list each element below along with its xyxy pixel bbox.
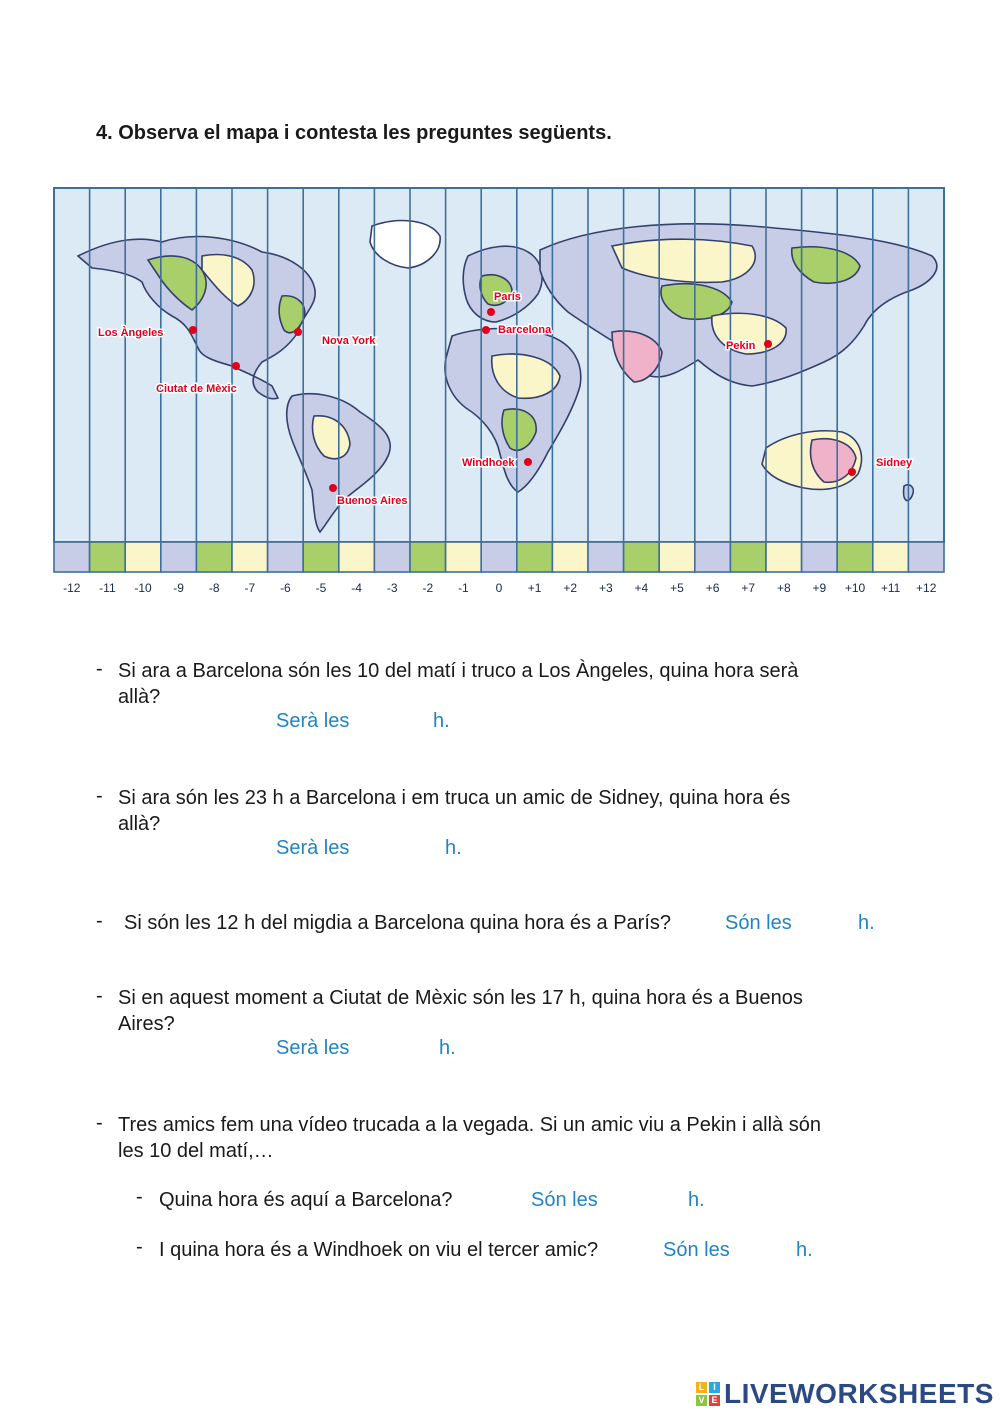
zone-label: -2	[422, 581, 434, 595]
logo-icon	[696, 1382, 720, 1406]
bullet-dash: -	[96, 910, 103, 932]
zone-band-cell	[873, 542, 909, 572]
question-5-text: Tres amics fem una vídeo trucada a la vegada. Si un amic viu a Pekin i allà són	[118, 1114, 821, 1136]
city-dot	[189, 326, 197, 334]
exercise-heading: 4. Observa el mapa i contesta les preguntes següents.	[96, 122, 612, 144]
answer-4-input[interactable]	[360, 1035, 438, 1061]
zone-label: +7	[741, 581, 756, 595]
question-1	[118, 658, 798, 710]
bullet-dash: -	[96, 1112, 103, 1134]
answer-3-prefix: Són les	[725, 912, 792, 934]
timezone-labels	[63, 581, 937, 595]
city-label: Nova York	[322, 335, 376, 347]
liveworksheets-logo[interactable]	[696, 1378, 994, 1410]
city-dot	[487, 308, 495, 316]
city-label: Buenos Aires	[337, 495, 408, 507]
zone-label: +10	[844, 581, 866, 595]
zone-label: +9	[812, 581, 827, 595]
zone-label: +5	[670, 581, 684, 595]
zone-label: -7	[244, 581, 256, 595]
city-label: Pekin	[726, 340, 756, 352]
zone-band-cell	[552, 542, 588, 572]
zone-label: -4	[351, 581, 362, 595]
zone-label: +3	[598, 581, 613, 595]
question-2-text-cont: allà?	[118, 813, 161, 835]
city-label: Barcelona	[498, 324, 552, 336]
answer-4-prefix: Serà les	[276, 1037, 350, 1059]
zone-label: +4	[634, 581, 649, 595]
city-dot	[524, 458, 532, 466]
zone-band-cell	[374, 542, 410, 572]
zone-label: -9	[173, 581, 184, 595]
zone-label: -11	[99, 581, 116, 595]
zone-band-cell	[232, 542, 268, 572]
zone-label: +6	[705, 581, 720, 595]
answer-1-suffix: h.	[433, 710, 450, 732]
subanswer-1-input[interactable]	[608, 1187, 688, 1213]
zone-band-cell	[268, 542, 304, 572]
logo-letter: L	[696, 1382, 707, 1393]
zone-label: -6	[280, 581, 291, 595]
zone-band-cell	[802, 542, 838, 572]
city-label: Ciutat de Mèxic	[156, 383, 237, 395]
answer-4-suffix: h.	[439, 1037, 456, 1059]
zone-band-cell	[481, 542, 517, 572]
city-dot	[329, 484, 337, 492]
zone-label: -5	[315, 581, 327, 595]
question-5-text-cont: les 10 del matí,…	[118, 1140, 274, 1162]
zone-band-cell	[54, 542, 90, 572]
answer-2-prefix: Serà les	[276, 837, 350, 859]
subanswer-2-suffix: h.	[796, 1239, 813, 1261]
zone-band-cell	[90, 542, 126, 572]
zone-band-cell	[303, 542, 339, 572]
subquestion-2-text: I quina hora és a Windhoek on viu el tercer amic?	[159, 1239, 599, 1261]
zone-label: +2	[563, 581, 578, 595]
zone-band-cell	[695, 542, 731, 572]
subanswer-2-prefix: Són les	[663, 1239, 730, 1261]
zone-label: +11	[880, 581, 901, 595]
zone-label: -8	[208, 581, 220, 595]
zone-label: +1	[527, 581, 542, 595]
answer-1-input[interactable]	[360, 708, 432, 734]
zone-band-cell	[588, 542, 624, 572]
bullet-dash: -	[136, 1236, 143, 1258]
zone-band-cell	[196, 542, 232, 572]
bullet-dash: -	[96, 658, 103, 680]
zone-band-cell	[517, 542, 553, 572]
subquestion-1-text: Quina hora és aquí a Barcelona?	[159, 1189, 453, 1211]
timezone-color-band	[54, 542, 944, 572]
city-label: París	[494, 291, 521, 303]
city-label: Sidney	[876, 457, 913, 469]
zone-label: -12	[63, 581, 81, 595]
answer-3-suffix: h.	[858, 912, 875, 934]
zone-band-cell	[161, 542, 197, 572]
question-4-text-cont: Aires?	[118, 1013, 175, 1035]
zone-label: 0	[495, 581, 503, 595]
question-5	[118, 1112, 821, 1164]
map-svg	[52, 186, 948, 606]
zone-band-cell	[837, 542, 873, 572]
question-1-text-cont: allà?	[118, 686, 161, 708]
question-3-text: Si són les 12 h del migdia a Barcelona quina hora és a París?	[124, 912, 672, 934]
city-dot	[294, 328, 302, 336]
zone-band-cell	[766, 542, 802, 572]
subanswer-2-input[interactable]	[740, 1237, 796, 1263]
question-2-text: Si ara són les 23 h a Barcelona i em truca un amic de Sidney, quina hora és	[118, 787, 791, 809]
city-label: Los Àngeles	[98, 327, 164, 339]
question-4	[118, 985, 803, 1037]
zone-band-cell	[446, 542, 482, 572]
answer-2-suffix: h.	[445, 837, 462, 859]
zone-band-cell	[125, 542, 161, 572]
bullet-dash: -	[96, 785, 103, 807]
answer-3-input[interactable]	[802, 910, 858, 936]
logo-text: LIVEWORKSHEETS	[724, 1378, 994, 1409]
world-timezone-map	[52, 186, 948, 606]
zone-label: +8	[776, 581, 791, 595]
zone-label: -3	[386, 581, 398, 595]
zone-band-cell	[410, 542, 446, 572]
question-4-text: Si en aquest moment a Ciutat de Mèxic són les 17 h, quina hora és a Buenos	[118, 987, 803, 1009]
zone-label: +12	[916, 581, 937, 595]
zone-band-cell	[339, 542, 375, 572]
logo-letter: E	[709, 1395, 720, 1406]
subanswer-1-prefix: Són les	[531, 1189, 598, 1211]
logo-letter: V	[696, 1395, 707, 1406]
logo-letter: I	[709, 1382, 720, 1393]
bullet-dash: -	[96, 985, 103, 1007]
city-dot	[764, 340, 772, 348]
bullet-dash: -	[136, 1186, 143, 1208]
zone-band-cell	[659, 542, 695, 572]
zone-label: -10	[134, 581, 152, 595]
city-label: Windhoek	[462, 457, 515, 469]
zone-label: -1	[458, 581, 469, 595]
answer-1-prefix: Serà les	[276, 710, 350, 732]
zone-band-cell	[730, 542, 766, 572]
zone-band-cell	[624, 542, 660, 572]
city-dot	[482, 326, 490, 334]
question-1-text: Si ara a Barcelona són les 10 del matí i truco a Los Àngeles, quina hora serà	[118, 660, 799, 682]
zone-band-cell	[908, 542, 944, 572]
city-dot	[848, 468, 856, 476]
city-dot	[232, 362, 240, 370]
subanswer-1-suffix: h.	[688, 1189, 705, 1211]
answer-2-input[interactable]	[360, 835, 444, 861]
question-2	[118, 785, 790, 837]
